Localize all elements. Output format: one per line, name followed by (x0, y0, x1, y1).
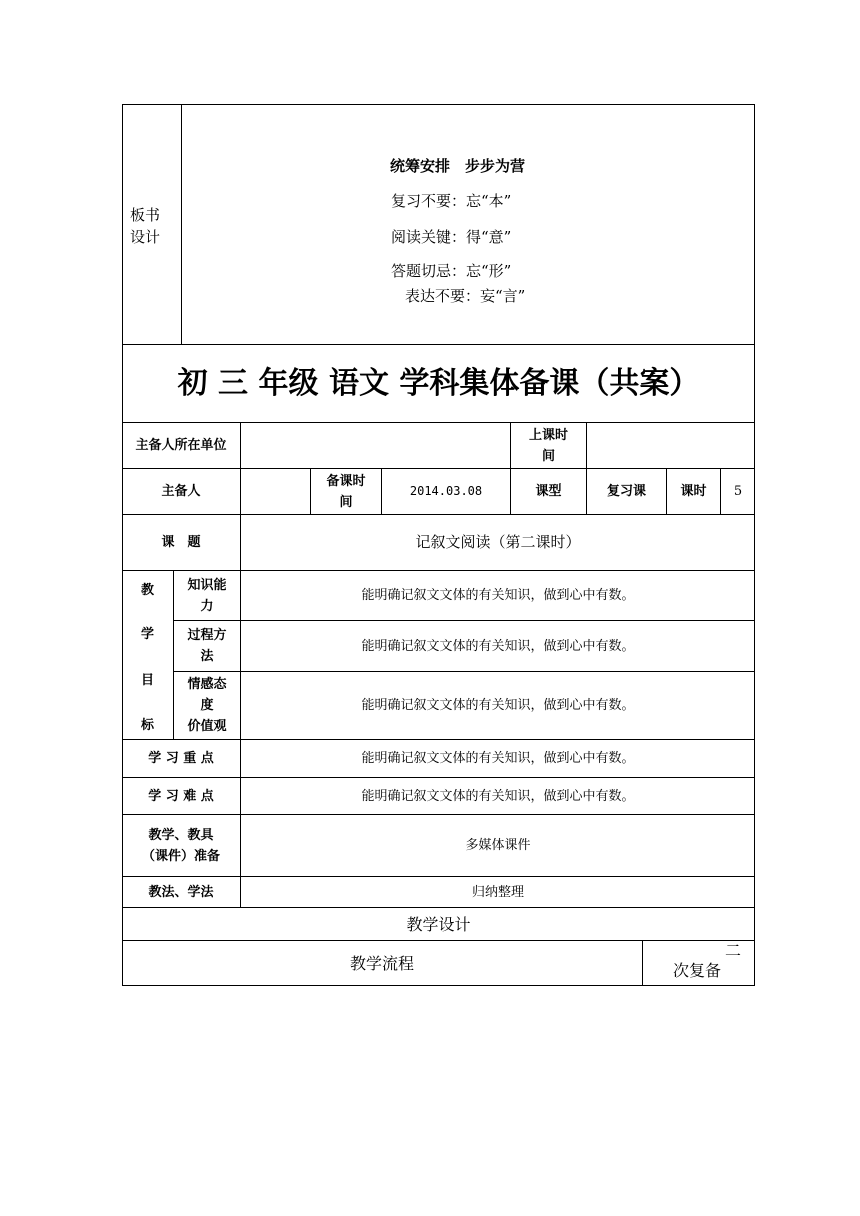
review-label-2: 次复备 (673, 961, 722, 980)
class-time-label-2: 间 (541, 448, 555, 464)
board-divider (181, 104, 182, 345)
emotion-value: 能明确记叙文文体的有关知识，做到心中有数。 (361, 698, 635, 713)
goals-char-3: 目 (140, 673, 154, 688)
knowledge-label-1: 知识能 (187, 577, 227, 593)
prep-time-label-1: 备课时 (326, 473, 366, 489)
board-design-box (122, 104, 755, 345)
emotion-label (174, 672, 240, 739)
key-point-label: 学 习 重 点 (148, 751, 214, 766)
goals-char-4: 标 (140, 718, 154, 733)
board-label (130, 204, 180, 248)
board-title: 统筹安排 步步为营 (390, 157, 526, 175)
preparer-value (241, 469, 310, 514)
prep-time-value: 2014.03.08 (409, 484, 483, 498)
board-line-1: 复习不要：忘“本” (391, 192, 512, 210)
main-title: 初 三 年级 语文 学科集体备课（共案） (177, 365, 700, 401)
knowledge-label-2: 力 (200, 598, 214, 614)
unit-value (241, 423, 510, 468)
difficulty-label: 学 习 难 点 (148, 788, 214, 804)
methods-value: 归纳整理 (471, 884, 524, 900)
hours-label: 课时 (680, 484, 707, 499)
design-title: 教学设计 (406, 914, 471, 934)
difficulty-value: 能明确记叙文文体的有关知识，做到心中有数。 (361, 788, 635, 804)
prep-time-label-2: 间 (339, 494, 353, 510)
process-value: 能明确记叙文文体的有关知识，做到心中有数。 (361, 638, 635, 654)
tools-label (122, 815, 240, 876)
emotion-label-3: 价值观 (187, 719, 227, 734)
emotion-label-1: 情感态 (187, 677, 227, 692)
process-label-1: 过程方 (187, 628, 227, 643)
process-label (174, 621, 240, 671)
board-label-line1: 板书 (130, 206, 161, 224)
flow-label: 教学流程 (349, 954, 414, 973)
topic-value: 记叙文阅读（第二课时） (415, 533, 581, 551)
type-label: 课型 (535, 484, 562, 499)
hours-value: 5 (733, 484, 743, 499)
board-line-2: 阅读关键：得“意” (391, 228, 512, 246)
board-line-4: 表达不要：妄“言” (405, 287, 526, 305)
emotion-label-2: 度 (200, 698, 214, 713)
knowledge-value: 能明确记叙文文体的有关知识，做到心中有数。 (361, 588, 635, 603)
review-label-1: 二 (724, 941, 741, 960)
prep-time-label (311, 469, 381, 514)
unit-label: 主备人所在单位 (135, 438, 227, 453)
goals-char-2: 学 (140, 627, 154, 642)
tools-label-1: 教学、教具 (148, 827, 214, 843)
tools-label-2: （课件）准备 (141, 848, 220, 864)
board-label-line2: 设计 (130, 228, 161, 246)
topic-label: 课 题 (161, 535, 201, 550)
goals-char-1: 教 (140, 583, 154, 598)
board-line-3: 答题切忌：忘“形” (391, 262, 512, 280)
class-time-label (511, 423, 586, 468)
tools-value: 多媒体课件 (465, 838, 531, 853)
process-label-2: 法 (200, 649, 214, 664)
methods-label: 教法、学法 (148, 884, 214, 900)
key-point-value: 能明确记叙文文体的有关知识，做到心中有数。 (361, 751, 635, 766)
type-value: 复习课 (606, 484, 646, 499)
class-time-label-1: 上课时 (528, 427, 568, 443)
class-time-value (587, 423, 755, 468)
goals-side-label (122, 571, 173, 739)
review-label (643, 941, 755, 986)
preparer-label: 主备人 (161, 484, 201, 499)
knowledge-label (174, 571, 240, 620)
